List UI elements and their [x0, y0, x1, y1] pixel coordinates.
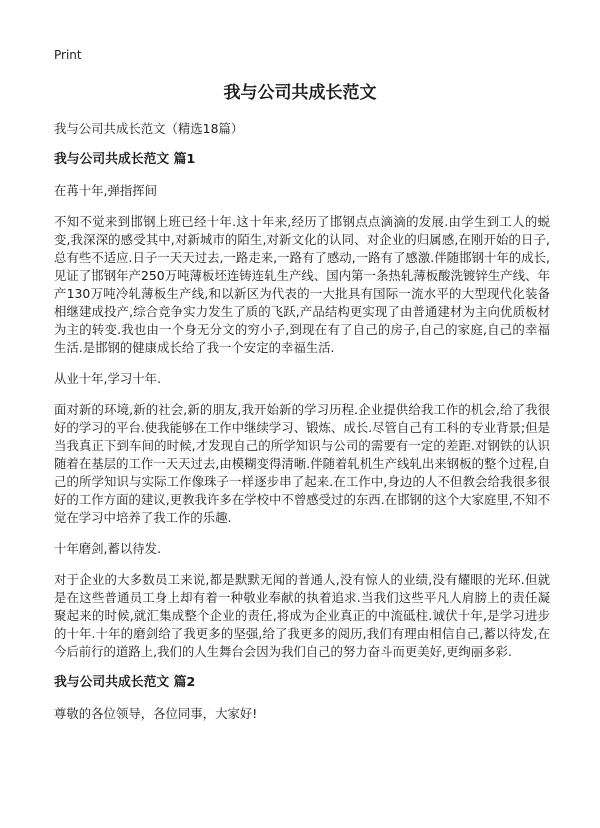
document-subtitle: 我与公司共成长范文（精选18篇） [54, 121, 244, 136]
print-link[interactable]: Print [54, 48, 82, 62]
section-1-line-1: 在苒十年,弹指挥间 [54, 183, 158, 198]
document-title: 我与公司共成长范文 [223, 83, 377, 103]
document-body [54, 120, 550, 736]
section-1-paragraph-2: 面对新的环境,新的社会,新的朋友,我开始新的学习历程.企业提供给我工作的机会,给了我很好的学习的平台.使我能够在工作中继续学习、锻炼、成长.尽管自己有工科的专业背景;但是当我真正下到车间的时候,才发现自己的所学知识与公司的需要有一定的差距.对钢铁的认识随着在基层的工作一天天过去,由模糊变得清晰.伴随着轧机生产线轧出来钢板的整个过程,自己的所学知识与实际工作像珠子一样逐步串了起来.在工作中,身边的人不但教会给我很多很好的工作方面的建议,更教我许多在学校中不曾感受过的东西.在邯钢的这个大家庭里,不知不觉在学习中培养了我工作的乐趣. [54, 402, 550, 525]
section-1-line-3: 十年磨剑,蓄以待发. [54, 541, 162, 556]
section-2-line-1: 尊敬的各位领导，各位同事，大家好! [54, 706, 258, 721]
section-heading-1: 我与公司共成长范文 篇1 [54, 152, 196, 167]
section-heading-2: 我与公司共成长范文 篇2 [54, 675, 196, 690]
section-1-line-2: 从业十年,学习十年. [54, 371, 162, 386]
section-1-paragraph-1: 不知不觉来到邯钢上班已经十年.这十年来,经历了邯钢点点滴滴的发展.由学生到工人的蜕变,我深深的感受其中,对新城市的陌生,对新文化的认同、对企业的归属感,在刚开始的日子,总有些不适应.日子一天天过去,一路走来,一路有了感动,一路有了感激.伴随邯钢十年的成长,见证了邯钢年产250万吨薄板坯连铸连轧生产线、国内第一条热轧薄板酸洗镀锌生产线、年产130万吨冷轧薄板生产线,和以新区为代表的一大批具有国际一流水平的大型现代化装备相继建成投产,综合竞争实力发生了质的飞跃,产品结构更实现了由普通建材为主向优质板材为主的转变.我也由一个身无分文的穷小子,到现在有了自己的房子,自己的家庭,自己的幸福生活.是邯钢的健康成长给了我一个安定的幸福生活. [54, 214, 550, 355]
section-1-paragraph-3: 对于企业的大多数员工来说,都是默默无闻的普通人,没有惊人的业绩,没有耀眼的光环.但就是在这些普通员工身上却有着一种敬业奉献的执着追求.当我们这些平凡人肩膀上的责任凝聚起来的时候,就汇集成整个企业的责任,将成为企业真正的中流砥柱.诚伏十年,是学习进步的十年.十年的磨剑给了我更多的坚强,给了我更多的阅历,我们有理由相信自己,蓄以待发,在今后前行的道路上,我们的人生舞台会因为我们自己的努力奋斗而更美好,更绚丽多彩. [54, 572, 550, 659]
